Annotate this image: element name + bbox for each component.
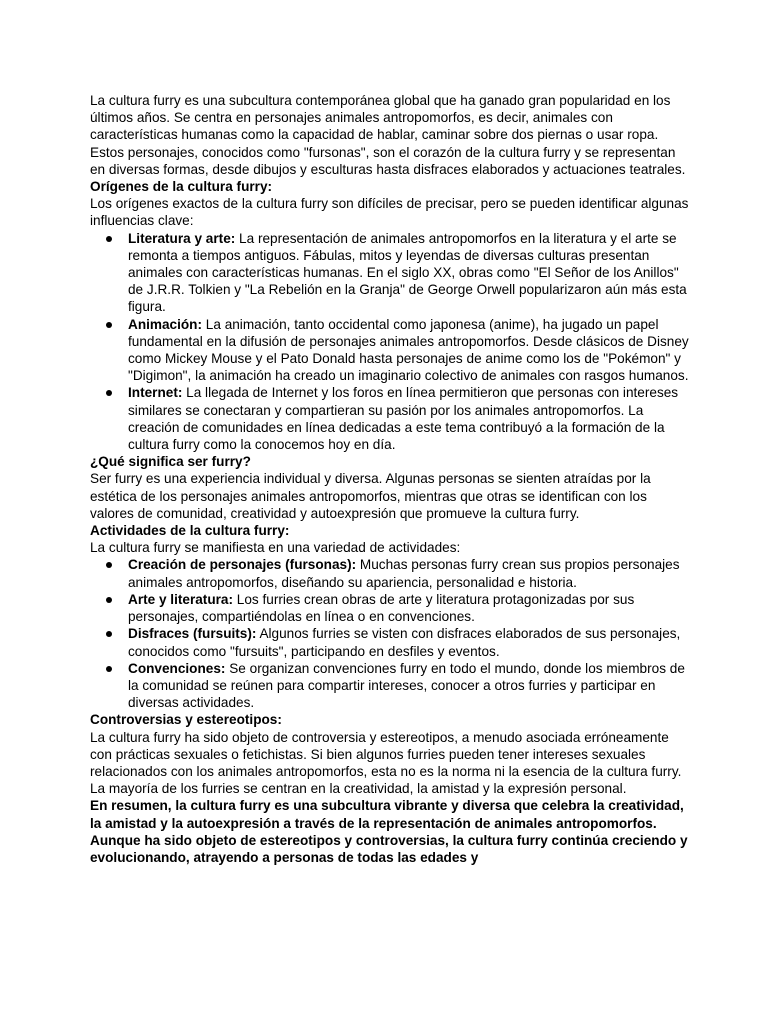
list-item-term: Arte y literatura: xyxy=(128,591,234,607)
list-item-text: Los furries crean obras de arte y literatura protagonizadas por sus personajes, compartiéndolas en línea o en convenciones. xyxy=(128,591,635,625)
list-item xyxy=(90,660,690,712)
list-item-text: La animación, tanto occidental como japonesa (anime), ha jugado un papel fundamental en la difusión de personajes animales antropomorfos. Desde clásicos de Disney como Mickey Mouse y el Pato Donald hasta personajes de anime como los de "Pokémon" y "Digimon", la animación ha creado un imaginario colectivo de animales con rasgos humanos. xyxy=(128,316,689,384)
list-item xyxy=(90,591,690,625)
list-item xyxy=(90,556,690,590)
list-item-term: Convenciones: xyxy=(128,660,226,676)
activities-intro: La cultura furry se manifiesta en una variedad de actividades: xyxy=(90,540,461,556)
meaning-heading: ¿Qué significa ser furry? xyxy=(90,454,251,470)
list-item-term: Creación de personajes (fursonas): xyxy=(128,557,357,573)
controversies-heading: Controversias y estereotipos: xyxy=(90,712,282,728)
intro-paragraph: La cultura furry es una subcultura contemporánea global que ha ganado gran popularidad en los últimos años. Se centra en personajes animales antropomorfos, es decir, animales con características humanas como la capacidad de hablar, caminar sobre dos piernas o usar ropa. Estos personajes, conocidos como "fursonas", son el corazón de la cultura furry y se representan en diversas formas, desde dibujos y esculturas hasta disfraces elaborados y actuaciones teatrales. xyxy=(90,93,686,177)
meaning-paragraph: Ser furry es una experiencia individual y diversa. Algunas personas se sienten atraídas por la estética de los personajes animales antropomorfos, mientras que otras se identifican con los valores de comunidad, creatividad y autoexpresión que promueve la cultura furry. xyxy=(90,471,651,521)
conclusion-paragraph: En resumen, la cultura furry es una subcultura vibrante y diversa que celebra la creatividad, la amistad y la autoexpresión a través de la representación de animales antropomorfos. Aunque ha sido objeto de estereotipos y controversias, la cultura furry continúa creciendo y evolucionando, atrayendo a personas de todas las edades y xyxy=(90,798,688,865)
list-item-term: Internet: xyxy=(128,385,183,401)
list-item-text: Se organizan convenciones furry en todo el mundo, donde los miembros de la comunidad se reúnen para compartir intereses, conocer a otros furries y participar en diversas actividades. xyxy=(128,660,685,711)
list-item-text: La representación de animales antropomorfos en la literatura y el arte se remonta a tiempos antiguos. Fábulas, mitos y leyendas de diversas culturas presentan animales con características humanas. En el siglo XX, obras como "El Señor de los Anillos" de J.R.R. Tolkien y "La Rebelión en la Granja" de George Orwell popularizaron aún más esta figura. xyxy=(128,230,687,315)
list-item xyxy=(90,230,690,316)
origins-heading: Orígenes de la cultura furry: xyxy=(90,179,273,195)
list-item xyxy=(90,384,690,453)
list-item xyxy=(90,316,690,385)
list-item-term: Disfraces (fursuits): xyxy=(128,626,257,642)
list-item xyxy=(90,625,690,659)
controversies-paragraph: La cultura furry ha sido objeto de controversia y estereotipos, a menudo asociada erróneamente con prácticas sexuales o fetichistas. Si bien algunos furries pueden tener intereses sexuales relacionados con los animales antropomorfos, esta no es la norma ni la esencia de la cultura furry. La mayoría de los furries se centran en la creatividad, la amistad y la expresión personal. xyxy=(90,729,682,797)
origins-list xyxy=(90,230,690,454)
list-item-term: Animación: xyxy=(128,316,203,332)
origins-intro: Los orígenes exactos de la cultura furry son difíciles de precisar, pero se pueden identificar algunas influencias clave: xyxy=(90,196,689,229)
activities-heading: Actividades de la cultura furry: xyxy=(90,523,290,539)
list-item-term: Literatura y arte: xyxy=(128,230,236,246)
list-item-text: La llegada de Internet y los foros en línea permitieron que personas con intereses similares se conectaran y compartieran su pasión por los animales antropomorfos. La creación de comunidades en línea dedicadas a este tema contribuyó a la formación de la cultura furry como la conocemos hoy en día. xyxy=(128,385,679,453)
activities-list xyxy=(90,556,690,711)
list-item-text: Muchas personas furry crean sus propios personajes animales antropomorfos, diseñando su apariencia, personalidad e historia. xyxy=(128,557,680,590)
document-body xyxy=(90,92,690,866)
list-item-text: Algunos furries se visten con disfraces elaborados de sus personajes, conocidos como "fursuits", participando en desfiles y eventos. xyxy=(128,626,681,659)
